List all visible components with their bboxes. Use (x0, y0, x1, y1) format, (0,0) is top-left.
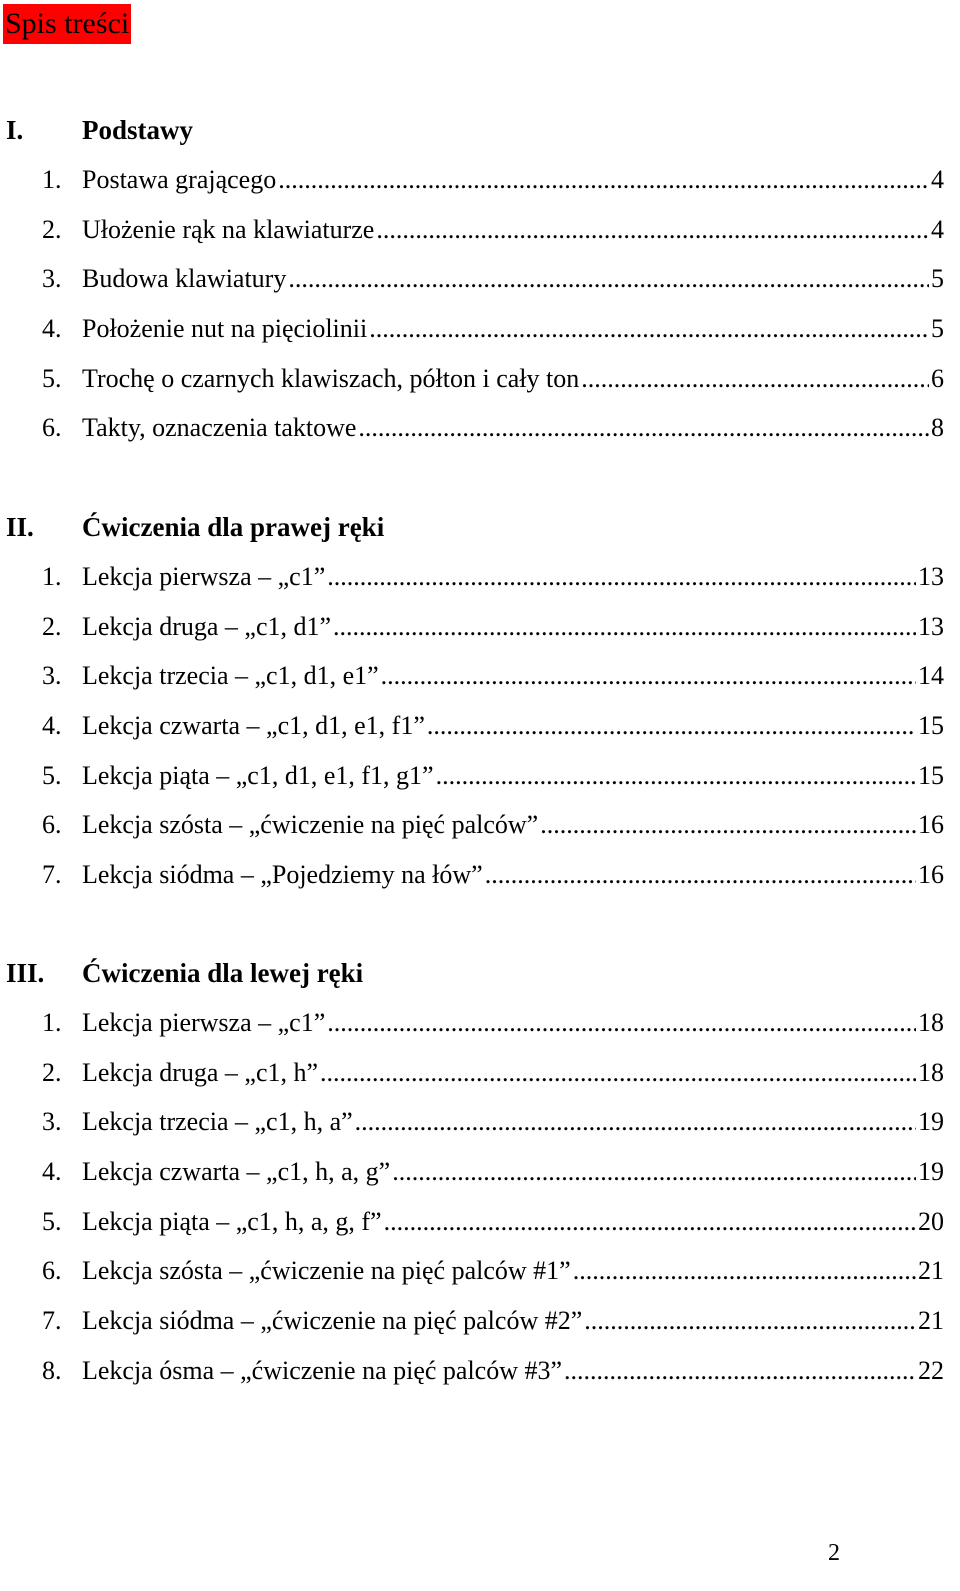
toc-entry-page: 6 (931, 363, 944, 393)
toc-entry-page: 14 (918, 661, 944, 691)
dot-leader (369, 304, 929, 354)
toc-entry-page: 16 (918, 810, 944, 840)
dot-leader (333, 602, 916, 652)
toc-entry[interactable] (0, 403, 960, 453)
dot-leader (358, 403, 929, 453)
toc-entry[interactable] (0, 205, 960, 255)
toc-entry-number: 8. (42, 1355, 62, 1385)
toc-entry[interactable] (0, 304, 960, 354)
dot-leader (573, 1246, 916, 1296)
section-header (0, 502, 960, 552)
toc-entry-page: 8 (931, 413, 944, 443)
toc-entry-number: 5. (42, 363, 62, 393)
toc-section-3 (0, 948, 960, 1396)
toc-entry-title: Lekcja trzecia – „c1, h, a” (82, 1107, 353, 1137)
toc-entry-number: 4. (42, 711, 62, 741)
section-numeral: II. (6, 512, 34, 542)
toc-entry[interactable] (0, 552, 960, 602)
toc-entry[interactable] (0, 701, 960, 751)
toc-entry-title: Ułożenie rąk na klawiaturze (82, 214, 375, 244)
toc-entry-number: 5. (42, 1206, 62, 1236)
toc-entry-title: Lekcja piąta – „c1, d1, e1, f1, g1” (82, 760, 434, 790)
toc-entry-number: 3. (42, 661, 62, 691)
toc-list (0, 552, 960, 900)
toc-entry[interactable] (0, 1048, 960, 1098)
page-title: Spis treści (3, 4, 131, 44)
toc-entry-page: 4 (931, 165, 944, 194)
toc-entry-number: 7. (42, 860, 62, 890)
toc-entry-title: Lekcja druga – „c1, d1” (82, 611, 332, 641)
toc-entry[interactable] (0, 155, 960, 205)
toc-entry-title: Lekcja pierwsza – „c1” (82, 1008, 326, 1037)
toc-entry-title: Lekcja trzecia – „c1, d1, e1” (82, 661, 379, 691)
page-number: 2 (828, 1540, 840, 1566)
toc-entry-page: 19 (918, 1107, 944, 1137)
toc-entry-title: Lekcja druga – „c1, h” (82, 1057, 319, 1087)
toc-list (0, 998, 960, 1396)
toc-entry-title: Lekcja piąta – „c1, h, a, g, f” (82, 1206, 382, 1236)
toc-entry-page: 20 (918, 1206, 944, 1236)
dot-leader (584, 1296, 916, 1346)
toc-entry-number: 6. (42, 810, 62, 840)
section-title[interactable]: Podstawy (82, 115, 194, 145)
dot-leader (540, 800, 916, 850)
toc-entry[interactable] (0, 254, 960, 304)
dot-leader (355, 1097, 916, 1147)
toc-entry-page: 19 (918, 1157, 944, 1187)
dot-leader (427, 701, 916, 751)
dot-leader (392, 1147, 916, 1197)
section-header (0, 948, 960, 998)
toc-entry-title: Trochę o czarnych klawiszach, półton i cały ton (82, 363, 580, 393)
toc-entry[interactable] (0, 1246, 960, 1296)
toc-entry-number: 6. (42, 1256, 62, 1286)
toc-entry-number: 2. (42, 214, 62, 244)
dot-leader (327, 552, 916, 602)
toc-entry-number: 2. (42, 611, 62, 641)
toc-entry[interactable] (0, 1346, 960, 1396)
toc-entry-number: 3. (42, 1107, 62, 1137)
toc-entry-title: Lekcja pierwsza – „c1” (82, 562, 326, 591)
toc-entry[interactable] (0, 651, 960, 701)
toc-entry-number: 4. (42, 1157, 62, 1187)
section-title[interactable]: Ćwiczenia dla lewej ręki (82, 958, 364, 988)
toc-entry-title: Położenie nut na pięciolinii (82, 314, 368, 344)
section-header (0, 105, 960, 155)
toc-entry-number: 1. (42, 1008, 62, 1037)
toc-entry[interactable] (0, 602, 960, 652)
toc-entry-title: Postawa grającego (82, 165, 277, 194)
toc-entry-title: Lekcja ósma – „ćwiczenie na pięć palców #3” (82, 1355, 563, 1385)
toc-entry-page: 18 (918, 1008, 944, 1037)
toc-entry[interactable] (0, 751, 960, 801)
toc-entry-title: Lekcja siódma – „Pojedziemy na łów” (82, 860, 483, 890)
toc-entry-page: 22 (918, 1355, 944, 1385)
toc-entry-page: 21 (918, 1256, 944, 1286)
toc-entry-number: 3. (42, 264, 62, 294)
toc-entry-title: Takty, oznaczenia taktowe (82, 413, 357, 443)
toc-list (0, 155, 960, 453)
dot-leader (288, 254, 929, 304)
dot-leader (581, 354, 929, 404)
dot-leader (320, 1048, 916, 1098)
dot-leader (381, 651, 916, 701)
toc-section-1 (0, 105, 960, 453)
toc-entry-page: 21 (918, 1306, 944, 1336)
toc-entry-title: Lekcja siódma – „ćwiczenie na pięć palców #2” (82, 1306, 583, 1336)
toc-entry[interactable] (0, 354, 960, 404)
toc-entry-page: 5 (931, 264, 944, 294)
toc-entry[interactable] (0, 800, 960, 850)
section-title[interactable]: Ćwiczenia dla prawej ręki (82, 512, 385, 542)
toc-entry[interactable] (0, 1097, 960, 1147)
toc-entry-page: 5 (931, 314, 944, 344)
toc-entry-page: 15 (918, 711, 944, 741)
toc-entry-number: 1. (42, 165, 62, 194)
section-numeral: I. (6, 115, 24, 145)
toc-entry-number: 7. (42, 1306, 62, 1336)
dot-leader (327, 998, 916, 1048)
toc-entry-page: 15 (918, 760, 944, 790)
toc-entry-title: Lekcja szósta – „ćwiczenie na pięć palców #1” (82, 1256, 571, 1286)
toc-entry[interactable] (0, 850, 960, 900)
toc-entry-number: 6. (42, 413, 62, 443)
toc-entry-number: 1. (42, 562, 62, 591)
toc-entry[interactable] (0, 1147, 960, 1197)
dot-leader (564, 1346, 916, 1396)
toc-entry-title: Lekcja czwarta – „c1, h, a, g” (82, 1157, 391, 1187)
toc-entry-page: 13 (918, 611, 944, 641)
toc-entry-title: Lekcja szósta – „ćwiczenie na pięć palców” (82, 810, 539, 840)
toc-entry-page: 16 (918, 860, 944, 890)
dot-leader (384, 1197, 916, 1247)
toc-entry[interactable] (0, 1296, 960, 1346)
toc-entry-page: 18 (918, 1057, 944, 1087)
toc-entry-number: 4. (42, 314, 62, 344)
dot-leader (376, 205, 929, 255)
toc-entry-page: 13 (918, 562, 944, 591)
section-numeral: III. (6, 958, 45, 988)
toc-entry-page: 4 (931, 214, 944, 244)
toc-entry-title: Budowa klawiatury (82, 264, 287, 294)
toc-section-2 (0, 502, 960, 900)
toc-entry[interactable] (0, 998, 960, 1048)
toc-entry-number: 5. (42, 760, 62, 790)
toc-entry[interactable] (0, 1197, 960, 1247)
dot-leader (485, 850, 916, 900)
dot-leader (436, 751, 916, 801)
toc-entry-number: 2. (42, 1057, 62, 1087)
toc-entry-title: Lekcja czwarta – „c1, d1, e1, f1” (82, 711, 425, 741)
dot-leader (278, 155, 929, 205)
